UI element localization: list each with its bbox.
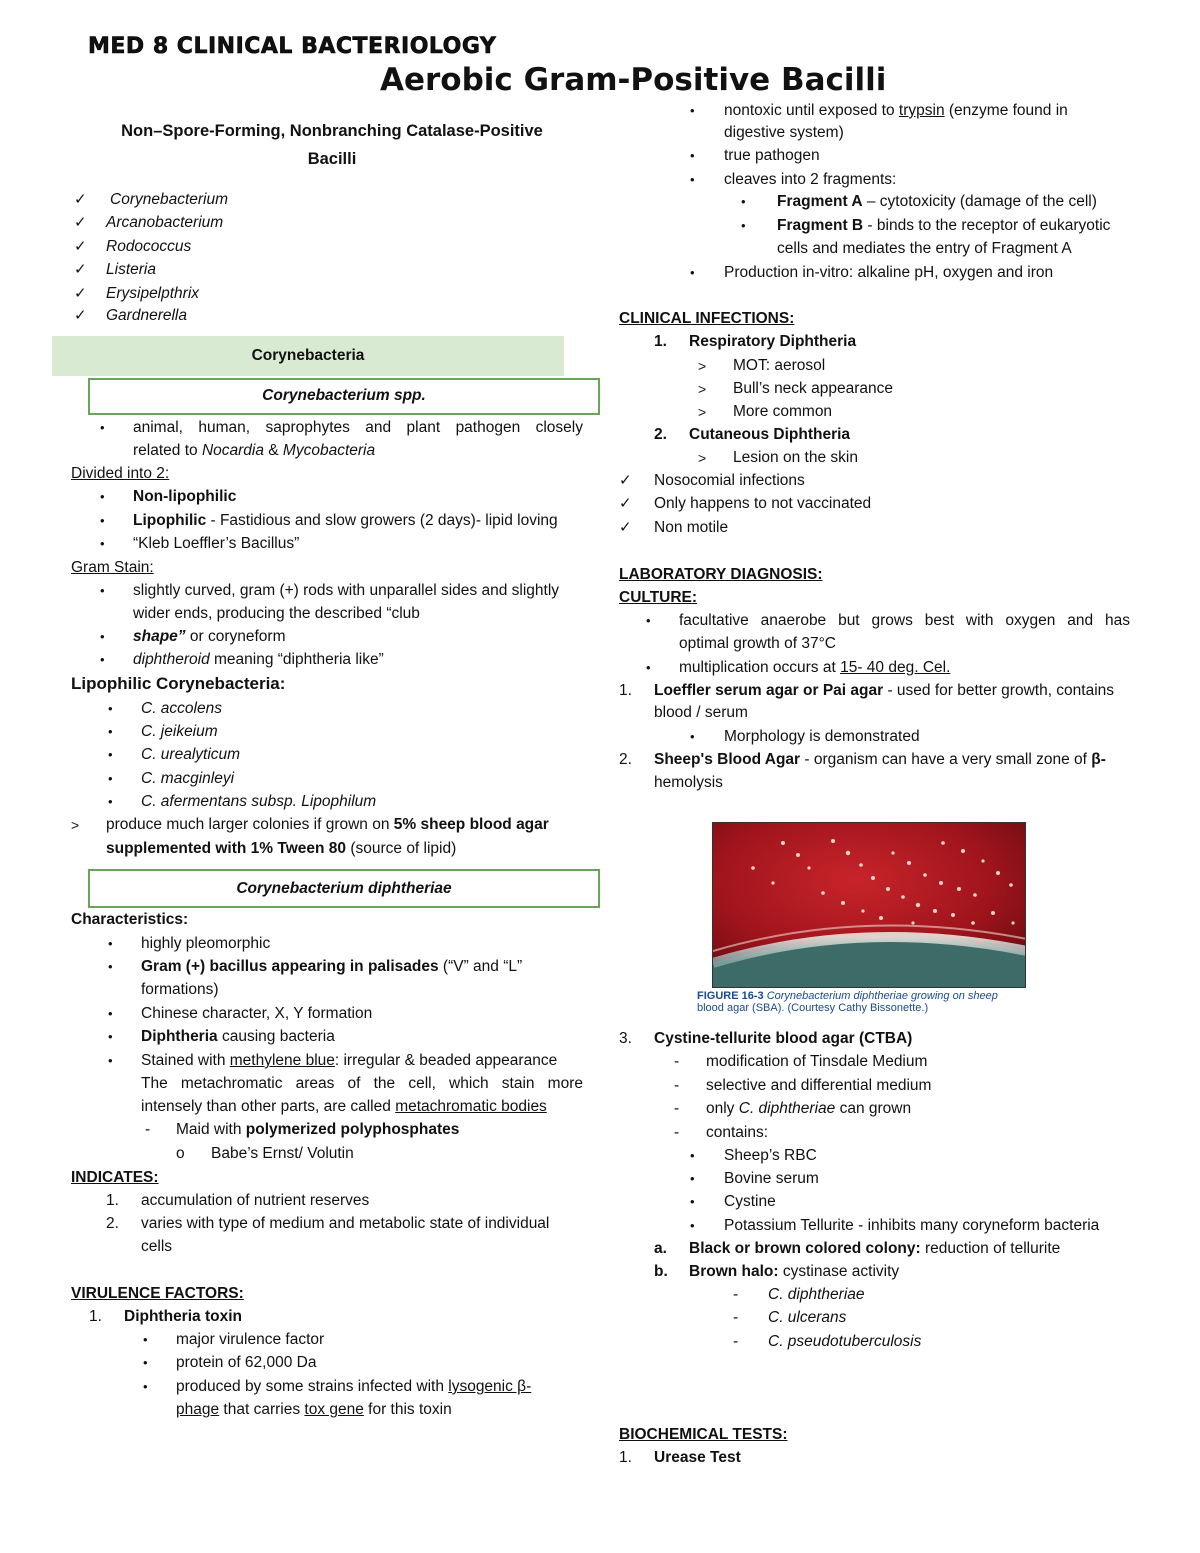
course-title: MED 8 CLINICAL BACTERIOLOGY xyxy=(88,34,497,59)
list-number: 2. xyxy=(106,1215,119,1232)
divided-label: Divided into 2: xyxy=(71,465,170,482)
arrow-icon: > xyxy=(698,358,707,374)
text-line: Sheep’s RBC xyxy=(724,1147,817,1164)
bullet-icon: • xyxy=(108,936,113,951)
gram-stain-label: Gram Stain: xyxy=(71,559,154,576)
bullet-icon: • xyxy=(108,1053,113,1068)
list-item: C. afermentans subsp. Lipophilum xyxy=(141,793,377,810)
biochemical-label: BIOCHEMICAL TESTS: xyxy=(619,1426,788,1443)
list-number: 1. xyxy=(654,333,667,350)
text-line: slightly curved, gram (+) rods with unparallel sides and slightly xyxy=(133,582,560,599)
bullet-icon: • xyxy=(690,148,695,163)
text-line: Loeffler serum agar or Pai agar - used for better growth, contains xyxy=(654,682,1115,699)
text-line: accumulation of nutrient reserves xyxy=(141,1192,370,1209)
text-line: Potassium Tellurite - inhibits many coryneform bacteria xyxy=(724,1217,1100,1234)
text-line: varies with type of medium and metabolic state of individual xyxy=(141,1215,550,1232)
text-line: true pathogen xyxy=(724,147,820,164)
characteristics-label: Characteristics: xyxy=(71,911,189,928)
text-line: hemolysis xyxy=(654,774,723,791)
list-item: Gardnerella xyxy=(106,307,187,324)
text-line: C. ulcerans xyxy=(768,1309,847,1326)
list-item: Rodococcus xyxy=(106,238,192,255)
bullet-icon: • xyxy=(108,771,113,786)
bullet-icon: • xyxy=(690,1218,695,1233)
text-line: Fragment A – cytotoxicity (damage of the cell) xyxy=(777,193,1097,210)
bullet-icon: • xyxy=(100,536,105,551)
bullet-icon: • xyxy=(100,652,105,667)
text-line: nontoxic until exposed to trypsin (enzyme found in xyxy=(724,102,1068,119)
bullet-icon: • xyxy=(143,1379,148,1394)
section-subheading: Non–Spore-Forming, Nonbranching Catalase-Positive Bacilli xyxy=(121,122,543,168)
text-line: Black or brown colored colony: reduction of tellurite xyxy=(689,1240,1061,1257)
list-item: Erysipelpthrix xyxy=(106,285,200,302)
bullet-icon: • xyxy=(741,218,746,233)
bullet-icon: • xyxy=(100,420,105,435)
text-line: C. pseudotuberculosis xyxy=(768,1333,922,1350)
text-line: only C. diphtheriae can grown xyxy=(706,1100,912,1117)
bullet-icon: • xyxy=(108,701,113,716)
text-line: optimal growth of 37°C xyxy=(679,635,836,652)
text-line: selective and differential medium xyxy=(706,1077,932,1094)
list-number: 2. xyxy=(654,426,667,443)
dash-icon: - xyxy=(674,1077,680,1094)
bullet-icon: • xyxy=(100,489,105,504)
text-line: Diphtheria causing bacteria xyxy=(141,1028,335,1045)
text-line: “Kleb Loeffler’s Bacillus” xyxy=(133,535,300,552)
list-item: C. urealyticum xyxy=(141,746,241,763)
check-icon: ✓ xyxy=(619,472,632,489)
text-line: Nosocomial infections xyxy=(654,472,805,489)
list-letter: a. xyxy=(654,1240,667,1257)
arrow-icon: > xyxy=(698,381,707,397)
bullet-icon: • xyxy=(690,103,695,118)
bullet-icon: • xyxy=(690,265,695,280)
check-icon: ✓ xyxy=(74,214,87,231)
text-line: highly pleomorphic xyxy=(141,935,271,952)
bullet-icon: • xyxy=(100,513,105,528)
dash-icon: - xyxy=(733,1286,739,1303)
text-line: The metachromatic areas of the cell, which stain more xyxy=(141,1075,583,1092)
text-line: animal, human, saprophytes and plant pathogen closely xyxy=(133,419,583,436)
list-item: Corynebacterium xyxy=(110,191,229,208)
text-line: MOT: aerosol xyxy=(733,357,826,374)
figure-caption: FIGURE 16-3 Corynebacterium diphtheriae growing on sheep blood agar (SBA). (Courtesy Cathy Bissonette.) xyxy=(697,990,998,1014)
text-line: blood / serum xyxy=(654,704,748,721)
bullet-icon: • xyxy=(108,724,113,739)
dash-icon: - xyxy=(145,1121,151,1138)
text-line: intensely than other parts, are called metachromatic bodies xyxy=(141,1098,547,1115)
text-line: Only happens to not vaccinated xyxy=(654,495,872,512)
culture-label: CULTURE: xyxy=(619,589,698,606)
virulence-label: VIRULENCE FACTORS: xyxy=(71,1285,244,1302)
arrow-icon: > xyxy=(71,817,80,833)
list-number: 2. xyxy=(619,751,632,768)
text-line: Lesion on the skin xyxy=(733,449,858,466)
text-line: Bovine serum xyxy=(724,1170,819,1187)
check-icon: ✓ xyxy=(74,285,87,302)
bullet-icon: • xyxy=(690,729,695,744)
list-number: 1. xyxy=(106,1192,119,1209)
dash-icon: - xyxy=(733,1309,739,1326)
text-line: produced by some strains infected with lysogenic β- xyxy=(176,1378,532,1395)
check-icon: ✓ xyxy=(74,261,87,278)
text-line: protein of 62,000 Da xyxy=(176,1354,317,1371)
list-item: Arcanobacterium xyxy=(106,214,224,231)
text-line: Sheep's Blood Agar - organism can have a very small zone of β- xyxy=(654,751,1106,768)
bullet-icon: • xyxy=(741,194,746,209)
text-line: Chinese character, X, Y formation xyxy=(141,1005,373,1022)
text-line: digestive system) xyxy=(724,124,844,141)
list-letter: b. xyxy=(654,1263,668,1280)
list-item: C. jeikeium xyxy=(141,723,218,740)
bullet-icon: • xyxy=(143,1355,148,1370)
text-line: Maid with polymerized polyphosphates xyxy=(176,1121,460,1138)
bullet-icon: • xyxy=(108,1006,113,1021)
text-line: major virulence factor xyxy=(176,1331,325,1348)
text-line: Cutaneous Diphtheria xyxy=(689,426,851,443)
text-line: More common xyxy=(733,403,833,420)
text-line: multiplication occurs at 15- 40 deg. Cel. xyxy=(679,659,951,676)
text-line: Morphology is demonstrated xyxy=(724,728,920,745)
dash-icon: - xyxy=(674,1124,680,1141)
text-line: facultative anaerobe but grows best with oxygen and has xyxy=(679,612,1130,629)
list-number: 1. xyxy=(89,1308,102,1325)
text-line: related to Nocardia & Mycobacteria xyxy=(133,442,376,459)
bullet-icon: • xyxy=(690,1194,695,1209)
bullet-icon: • xyxy=(108,959,113,974)
text-line: contains: xyxy=(706,1124,769,1141)
bullet-icon: • xyxy=(646,660,651,675)
bullet-icon: • xyxy=(100,583,105,598)
text-line: shape” or coryneform xyxy=(133,628,286,645)
text-line: Brown halo: cystinase activity xyxy=(689,1263,900,1280)
bullet-icon: • xyxy=(108,747,113,762)
indicates-label: INDICATES: xyxy=(71,1169,159,1186)
bullet-icon: • xyxy=(646,613,651,628)
text-line: cells and mediates the entry of Fragment A xyxy=(777,240,1072,257)
check-icon: ✓ xyxy=(74,191,87,208)
text-line: wider ends, producing the described “club xyxy=(133,605,420,622)
text-line: cleaves into 2 fragments: xyxy=(724,171,897,188)
dash-icon: - xyxy=(733,1333,739,1350)
check-icon: ✓ xyxy=(619,519,632,536)
blood-agar-photo xyxy=(712,822,1026,988)
text-line: supplemented with 1% Tween 80 (source of lipid) xyxy=(106,840,457,857)
text-line: diphtheroid meaning “diphtheria like” xyxy=(133,651,384,668)
band-label: Corynebacteria xyxy=(251,347,365,364)
text-line: Lipophilic - Fastidious and slow growers (2 days)- lipid loving xyxy=(133,512,558,529)
bullet-icon: • xyxy=(690,172,695,187)
lab-diagnosis-label: LABORATORY DIAGNOSIS: xyxy=(619,566,823,583)
bullet-icon: • xyxy=(100,629,105,644)
text-line: Production in-vitro: alkaline pH, oxygen and iron xyxy=(724,264,1054,281)
check-icon: ✓ xyxy=(619,495,632,512)
text-line: phage that carries tox gene for this toxin xyxy=(176,1401,452,1418)
bullet-icon: • xyxy=(690,1148,695,1163)
text-line: Bull’s neck appearance xyxy=(733,380,893,397)
lipophilic-heading: Lipophilic Corynebacteria: xyxy=(71,674,286,693)
document-title: Aerobic Gram-Positive Bacilli xyxy=(380,62,887,98)
list-number: 3. xyxy=(619,1030,632,1047)
text-line: Stained with methylene blue: irregular & beaded appearance xyxy=(141,1052,558,1069)
clinical-label: CLINICAL INFECTIONS: xyxy=(619,310,795,327)
arrow-icon: > xyxy=(698,450,707,466)
dash-icon: - xyxy=(674,1100,680,1117)
list-item: Listeria xyxy=(106,261,156,278)
dash-icon: - xyxy=(674,1053,680,1070)
boxed-heading-spp: Corynebacterium spp. xyxy=(88,378,600,415)
text-line: Babe’s Ernst/ Volutin xyxy=(211,1145,354,1162)
text-line: Respiratory Diphtheria xyxy=(689,333,857,350)
text-line: Gram (+) bacillus appearing in palisades (“V” and “L” xyxy=(141,958,523,975)
text-line: Urease Test xyxy=(654,1449,741,1466)
text-line: modification of Tinsdale Medium xyxy=(706,1053,928,1070)
bullet-icon: • xyxy=(143,1332,148,1347)
text-line: Cystine-tellurite blood agar (CTBA) xyxy=(654,1030,913,1047)
text-line: cells xyxy=(141,1238,173,1255)
boxed-heading-diphtheriae: Corynebacterium diphtheriae xyxy=(88,869,600,908)
list-item: C. accolens xyxy=(141,700,222,717)
circle-marker: o xyxy=(176,1145,185,1162)
check-icon: ✓ xyxy=(74,307,87,324)
check-icon: ✓ xyxy=(74,238,87,255)
text-line: Non-lipophilic xyxy=(133,488,237,505)
list-number: 1. xyxy=(619,682,632,699)
list-number: 1. xyxy=(619,1449,632,1466)
section-band xyxy=(52,336,564,376)
bullet-icon: • xyxy=(108,1029,113,1044)
arrow-icon: > xyxy=(698,404,707,420)
text-line: Cystine xyxy=(724,1193,776,1210)
text-line: Diphtheria toxin xyxy=(124,1308,242,1325)
text-line: produce much larger colonies if grown on 5% sheep blood agar xyxy=(106,816,549,833)
text-line: Fragment B - binds to the receptor of eukaryotic xyxy=(777,217,1111,234)
text-line: formations) xyxy=(141,981,219,998)
text-line: C. diphtheriae xyxy=(768,1286,865,1303)
text-line: Non motile xyxy=(654,519,729,536)
bullet-icon: • xyxy=(690,1171,695,1186)
bullet-icon: • xyxy=(108,794,113,809)
list-item: C. macginleyi xyxy=(141,770,235,787)
blood-agar-image xyxy=(713,823,1026,988)
